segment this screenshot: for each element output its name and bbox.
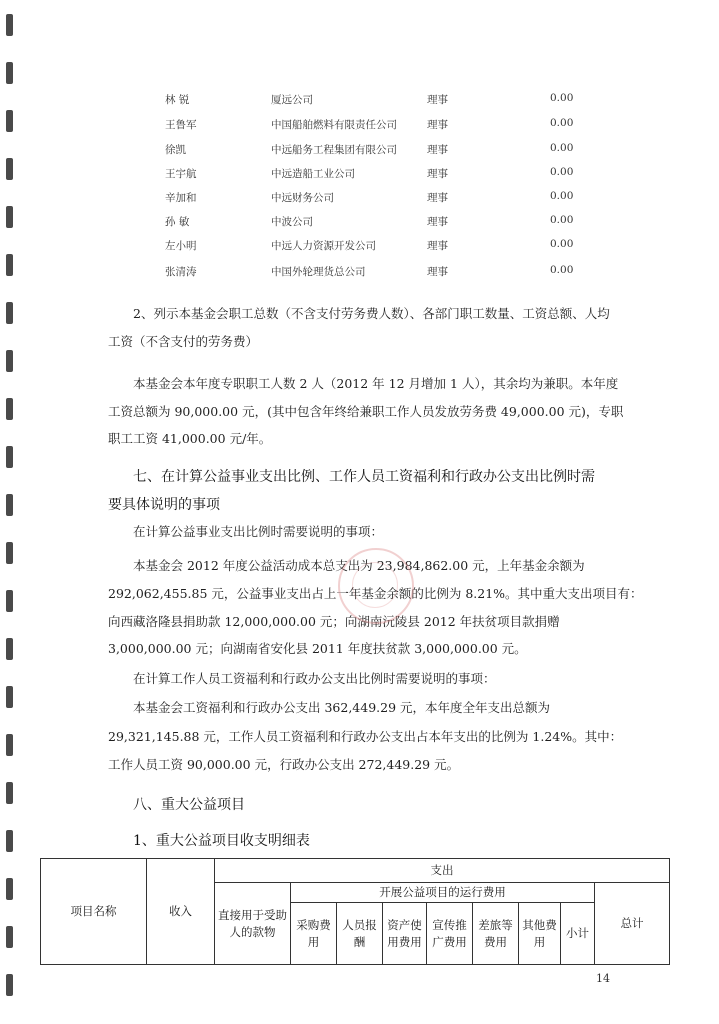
section2-paragraph: 工资总额为 90,000.00 元，(其中包含年终给兼职工作人员发放劳务费 49,000.00 元)，专职 bbox=[108, 404, 624, 419]
section7-paragraph: 本基金会 2012 年度公益活动成本总支出为 23,984,862.00 元，上年基金余额为 bbox=[133, 558, 585, 573]
binder-hole bbox=[6, 734, 13, 756]
member-amount: 0.00 bbox=[550, 214, 574, 226]
seal-stamp bbox=[338, 548, 414, 624]
section7-paragraph: 工作人员工资 90,000.00 元，行政办公支出 272,449.29 元。 bbox=[108, 757, 460, 772]
member-org: 中远船务工程集团有限公司 bbox=[271, 144, 397, 156]
member-name: 孙 敏 bbox=[165, 216, 190, 228]
header-travel: 差旅等费用 bbox=[473, 903, 519, 965]
member-name: 辛加和 bbox=[165, 192, 197, 204]
header-total: 总计 bbox=[595, 883, 670, 965]
binder-hole bbox=[6, 350, 13, 372]
section7-paragraph: 29,321,145.88 元，工作人员工资福利和行政办公支出占本年支出的比例为 1.24%。其中： bbox=[108, 729, 623, 744]
section2-heading-line1: 2、列示本基金会职工总数（不含支付劳务费人数）、各部门职工数量、工资总额、人均 bbox=[133, 306, 610, 321]
header-income: 收入 bbox=[147, 859, 215, 965]
member-amount: 0.00 bbox=[550, 117, 574, 129]
binder-hole bbox=[6, 14, 13, 36]
member-amount: 0.00 bbox=[550, 166, 574, 178]
binder-hole bbox=[6, 302, 13, 324]
section7-paragraph: 本基金会工资福利和行政办公支出 362,449.29 元，本年度全年支出总额为 bbox=[133, 700, 551, 715]
member-name: 林 锐 bbox=[165, 94, 190, 106]
section7-paragraph: 292,062,455.85 元，公益事业支出占上一年基金余额的比例为 8.21%。其中重大支出项目有： bbox=[108, 586, 643, 601]
binder-hole bbox=[6, 542, 13, 564]
section7-paragraph: 3,000,000.00 元；向湖南省安化县 2011 年度扶贫款 3,000,000.00 元。 bbox=[108, 641, 527, 656]
header-expense: 支出 bbox=[215, 859, 670, 883]
binder-hole bbox=[6, 926, 13, 948]
member-row bbox=[165, 214, 585, 232]
header-procurement: 采购费用 bbox=[291, 903, 337, 965]
member-org: 中远造船工业公司 bbox=[271, 168, 355, 180]
member-org: 中波公司 bbox=[271, 216, 313, 228]
member-amount: 0.00 bbox=[550, 92, 574, 104]
member-amount: 0.00 bbox=[550, 238, 574, 250]
member-org: 厦远公司 bbox=[271, 94, 313, 106]
member-name: 左小明 bbox=[165, 240, 197, 252]
binder-hole bbox=[6, 62, 13, 84]
binder-hole bbox=[6, 638, 13, 660]
binder-hole bbox=[6, 110, 13, 132]
member-name: 王鲁军 bbox=[165, 119, 197, 131]
section2-paragraph: 本基金会本年度专职职工人数 2 人（2012 年 12 月增加 1 人），其余均为兼职。本年度 bbox=[133, 376, 619, 391]
header-personnel: 人员报酬 bbox=[337, 903, 383, 965]
member-org: 中远财务公司 bbox=[271, 192, 334, 204]
member-amount: 0.00 bbox=[550, 190, 574, 202]
section7-paragraph: 向西藏洛隆县捐助款 12,000,000.00 元；向湖南沅陵县 2012 年扶贫项目款捐赠 bbox=[108, 614, 560, 629]
member-role: 理事 bbox=[427, 240, 448, 252]
member-role: 理事 bbox=[427, 94, 448, 106]
binder-hole bbox=[6, 398, 13, 420]
member-row bbox=[165, 142, 585, 160]
section8-subheading: 1、重大公益项目收支明细表 bbox=[133, 833, 310, 849]
section2-paragraph: 职工工资 41,000.00 元/年。 bbox=[108, 431, 272, 446]
member-role: 理事 bbox=[427, 119, 448, 131]
member-org: 中远人力资源开发公司 bbox=[271, 240, 376, 252]
member-name: 张清涛 bbox=[165, 266, 197, 278]
member-name: 徐凯 bbox=[165, 144, 186, 156]
binder-hole bbox=[6, 254, 13, 276]
member-row bbox=[165, 117, 585, 135]
binder-hole bbox=[6, 494, 13, 516]
member-role: 理事 bbox=[427, 192, 448, 204]
header-subtotal: 小计 bbox=[561, 903, 595, 965]
member-row bbox=[165, 166, 585, 184]
binder-hole bbox=[6, 158, 13, 180]
member-role: 理事 bbox=[427, 168, 448, 180]
page-number: 14 bbox=[596, 972, 610, 985]
member-org: 中国船舶燃料有限责任公司 bbox=[271, 119, 397, 131]
member-org: 中国外轮理货总公司 bbox=[271, 266, 366, 278]
section7-heading-line1: 七、在计算公益事业支出比例、工作人员工资福利和行政办公支出比例时需 bbox=[133, 469, 595, 485]
binder-hole bbox=[6, 782, 13, 804]
member-amount: 0.00 bbox=[550, 142, 574, 154]
section8-heading: 八、重大公益项目 bbox=[133, 797, 245, 813]
member-row bbox=[165, 190, 585, 208]
binder-hole bbox=[6, 686, 13, 708]
section7-subheading: 在计算公益事业支出比例时需要说明的事项： bbox=[133, 524, 384, 539]
binder-hole bbox=[6, 830, 13, 852]
member-row bbox=[165, 264, 585, 282]
member-row bbox=[165, 92, 585, 110]
member-name: 王宇航 bbox=[165, 168, 197, 180]
header-asset-usage: 资产使用费用 bbox=[383, 903, 427, 965]
binder-hole bbox=[6, 206, 13, 228]
member-role: 理事 bbox=[427, 144, 448, 156]
binder-hole bbox=[6, 446, 13, 468]
member-row bbox=[165, 238, 585, 256]
binder-hole bbox=[6, 878, 13, 900]
section7-subheading: 在计算工作人员工资福利和行政办公支出比例时需要说明的事项： bbox=[133, 671, 496, 686]
header-other: 其他费用 bbox=[519, 903, 561, 965]
header-operating-cost: 开展公益项目的运行费用 bbox=[291, 883, 595, 903]
section2-heading-line2: 工资（不含支付的劳务费） bbox=[108, 334, 259, 349]
binder-hole bbox=[6, 590, 13, 612]
project-expense-table bbox=[40, 858, 670, 965]
member-role: 理事 bbox=[427, 266, 448, 278]
member-amount: 0.00 bbox=[550, 264, 574, 276]
header-project-name: 项目名称 bbox=[41, 859, 147, 965]
section7-heading-line2: 要具体说明的事项 bbox=[108, 497, 220, 513]
binder-hole bbox=[6, 974, 13, 996]
header-direct-aid: 直接用于受助人的款物 bbox=[215, 883, 291, 965]
header-promotion: 宣传推广费用 bbox=[427, 903, 473, 965]
member-role: 理事 bbox=[427, 216, 448, 228]
